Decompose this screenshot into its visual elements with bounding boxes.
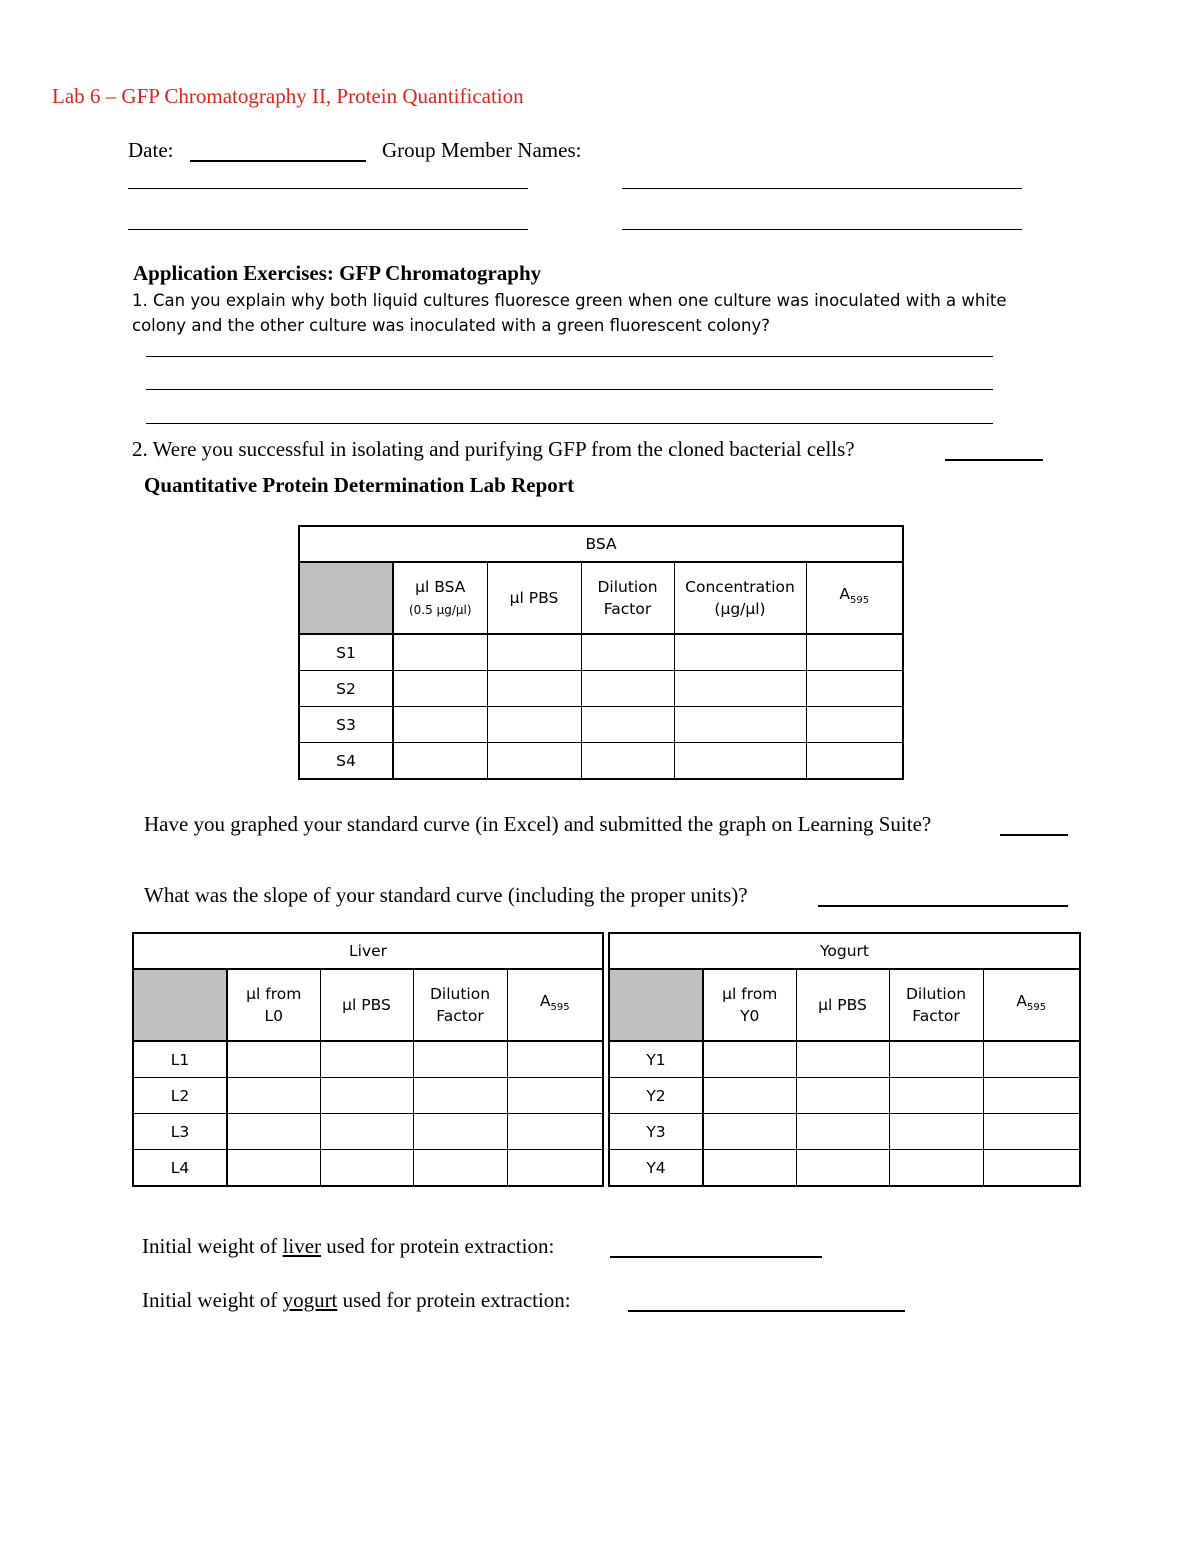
liver-header-from-line1: µl from [246,985,302,1003]
liver-weight-pre: Initial weight of [142,1234,283,1258]
member-name-field-2[interactable] [622,188,1022,189]
bsa-table-caption: BSA [299,526,903,562]
yogurt-blank-header-cell [609,969,703,1041]
liver-row-label: L1 [133,1041,227,1078]
header-abs-sub: 595 [850,595,870,607]
liver-header-from-line2: L0 [264,1007,283,1025]
liver-data-cell[interactable] [320,1078,413,1114]
liver-header-absorbance [507,969,603,1041]
liver-header-dilution [413,969,507,1041]
graph-answer-field[interactable] [1000,834,1068,836]
header-absorbance [806,562,903,634]
yogurt-data-cell[interactable] [703,1041,796,1078]
yogurt-header-dilution [889,969,983,1041]
bsa-row [299,707,903,743]
bsa-data-cell[interactable] [806,707,903,743]
liver-header-abs-label: A [539,992,551,1011]
yogurt-header-from-line1: µl from [722,985,778,1003]
yogurt-header-abs-label: A [1016,992,1027,1011]
bsa-row-label: S4 [299,743,393,780]
liver-header-from [227,969,320,1041]
slope-answer-field[interactable] [818,905,1068,907]
liver-row [133,1114,603,1150]
yogurt-header-abs-sub: 595 [1027,1002,1047,1014]
yogurt-data-cell[interactable] [703,1150,796,1187]
yogurt-row-label: Y3 [609,1114,703,1150]
bsa-row-label: S2 [299,671,393,707]
yogurt-row-label: Y4 [609,1150,703,1187]
bsa-data-cell[interactable] [487,743,581,780]
yogurt-data-cell[interactable] [703,1078,796,1114]
bsa-data-cell[interactable] [581,671,674,707]
date-label: Date: [128,138,174,162]
liver-row-label: L3 [133,1114,227,1150]
yogurt-row-label: Y1 [609,1041,703,1078]
bsa-data-cell[interactable] [674,671,806,707]
bsa-data-cell[interactable] [487,707,581,743]
yogurt-data-cell[interactable] [796,1078,889,1114]
liver-row-label: L4 [133,1150,227,1187]
liver-data-cell[interactable] [227,1114,320,1150]
answer-line-3[interactable] [146,423,993,424]
bsa-data-cell[interactable] [674,743,806,780]
liver-weight-post: used for protein extraction: [321,1234,555,1258]
yogurt-header-from [703,969,796,1041]
yogurt-data-cell[interactable] [889,1150,983,1187]
bsa-row-label: S3 [299,707,393,743]
member-name-field-4[interactable] [622,229,1022,230]
blank-header-cell [299,562,393,634]
liver-blank-header-cell [133,969,227,1041]
liver-data-cell[interactable] [413,1150,507,1187]
bsa-data-cell[interactable] [393,634,487,671]
bsa-data-cell[interactable] [674,707,806,743]
liver-data-cell[interactable] [227,1150,320,1187]
yogurt-header-dil-line1: Dilution [905,985,967,1003]
yogurt-weight-question [142,1288,571,1313]
header-ul-bsa [393,562,487,634]
question-2: 2. Were you successful in isolating and purifying GFP from the cloned bacterial cells? [132,437,855,461]
group-members-label: Group Member Names: [382,138,582,162]
header-ul-bsa-sub: (0.5 µg/µl) [408,603,472,617]
yogurt-data-cell[interactable] [983,1041,1080,1078]
yogurt-data-cell[interactable] [889,1114,983,1150]
bsa-row [299,671,903,707]
liver-data-cell[interactable] [320,1150,413,1187]
bsa-data-cell[interactable] [806,671,903,707]
bsa-row [299,743,903,780]
graph-question: Have you graphed your standard curve (in Excel) and submitted the graph on Learning Suite? [144,812,932,836]
liver-row [133,1150,603,1187]
header-ul-pbs: µl PBS [487,562,581,634]
header-ul-bsa-label: µl BSA [415,578,466,596]
bsa-data-cell[interactable] [674,634,806,671]
yogurt-row [609,1114,1080,1150]
header-dilution-line2: Factor [603,600,652,618]
bsa-row [299,634,903,671]
bsa-data-cell[interactable] [487,634,581,671]
header-abs-label: A [839,585,850,604]
header-conc-line1: Concentration [685,578,795,596]
date-field[interactable] [190,160,366,162]
bsa-row-label: S1 [299,634,393,671]
yogurt-data-cell[interactable] [889,1041,983,1078]
yogurt-data-cell[interactable] [796,1114,889,1150]
yogurt-table [608,932,1081,1187]
bsa-table [298,525,904,780]
yogurt-header-pbs: µl PBS [796,969,889,1041]
liver-row-label: L2 [133,1078,227,1114]
question-1: 1. Can you explain why both liquid cultures fluoresce green when one culture was inoculated with a white colony and the other culture was inoculated with a green fluorescent colony? [132,291,1007,335]
header-concentration [674,562,806,634]
yogurt-data-cell[interactable] [983,1078,1080,1114]
yogurt-word: yogurt [282,1288,338,1312]
yogurt-table-caption: Yogurt [609,933,1080,969]
liver-data-cell[interactable] [507,1114,603,1150]
slope-question: What was the slope of your standard curve (including the proper units)? [144,883,748,907]
liver-header-dil-line1: Dilution [429,985,491,1003]
liver-weight-question [142,1234,554,1259]
yogurt-data-cell[interactable] [983,1114,1080,1150]
liver-weight-field[interactable] [610,1256,822,1258]
yogurt-row [609,1041,1080,1078]
application-heading: Application Exercises: GFP Chromatography [133,261,542,285]
liver-table [132,932,604,1187]
bsa-data-cell[interactable] [393,671,487,707]
liver-data-cell[interactable] [507,1078,603,1114]
bsa-data-cell[interactable] [487,671,581,707]
header-conc-line2: (µg/µl) [714,600,766,618]
liver-data-cell[interactable] [413,1041,507,1078]
bsa-data-cell[interactable] [581,634,674,671]
yogurt-data-cell[interactable] [796,1150,889,1187]
liver-header-pbs: µl PBS [320,969,413,1041]
bsa-data-cell[interactable] [581,743,674,780]
liver-row [133,1078,603,1114]
header-dilution-line1: Dilution [597,578,658,596]
liver-data-cell[interactable] [320,1041,413,1078]
liver-table-caption: Liver [133,933,603,969]
yogurt-data-cell[interactable] [703,1114,796,1150]
yogurt-data-cell[interactable] [983,1150,1080,1187]
liver-data-cell[interactable] [320,1114,413,1150]
yogurt-data-cell[interactable] [796,1041,889,1078]
yogurt-header-absorbance [983,969,1080,1041]
liver-header-abs-sub: 595 [550,1002,570,1014]
liver-data-cell[interactable] [507,1041,603,1078]
page-title: Lab 6 – GFP Chromatography II, Protein Quantification [52,84,524,108]
member-name-field-1[interactable] [128,188,528,189]
bsa-data-cell[interactable] [393,743,487,780]
yogurt-row [609,1150,1080,1187]
liver-header-dil-line2: Factor [436,1007,484,1025]
bsa-data-cell[interactable] [806,743,903,780]
liver-data-cell[interactable] [507,1150,603,1187]
bsa-data-cell[interactable] [581,707,674,743]
report-heading: Quantitative Protein Determination Lab Report [144,473,575,497]
liver-data-cell[interactable] [227,1078,320,1114]
liver-word: liver [282,1234,322,1258]
member-name-field-3[interactable] [128,229,528,230]
header-dilution [581,562,674,634]
yogurt-header-dil-line2: Factor [912,1007,960,1025]
answer-line-2[interactable] [146,389,993,390]
bsa-data-cell[interactable] [806,634,903,671]
bsa-data-cell[interactable] [393,707,487,743]
liver-data-cell[interactable] [413,1078,507,1114]
yogurt-row-label: Y2 [609,1078,703,1114]
yogurt-data-cell[interactable] [889,1078,983,1114]
liver-row [133,1041,603,1078]
answer-line-1[interactable] [146,356,993,357]
yogurt-row [609,1078,1080,1114]
yogurt-header-from-line2: Y0 [740,1007,760,1025]
yogurt-weight-post: used for protein extraction: [337,1288,571,1312]
question-2-answer-field[interactable] [945,459,1043,461]
yogurt-weight-field[interactable] [628,1310,905,1312]
liver-data-cell[interactable] [227,1041,320,1078]
yogurt-weight-pre: Initial weight of [142,1288,283,1312]
liver-data-cell[interactable] [413,1114,507,1150]
